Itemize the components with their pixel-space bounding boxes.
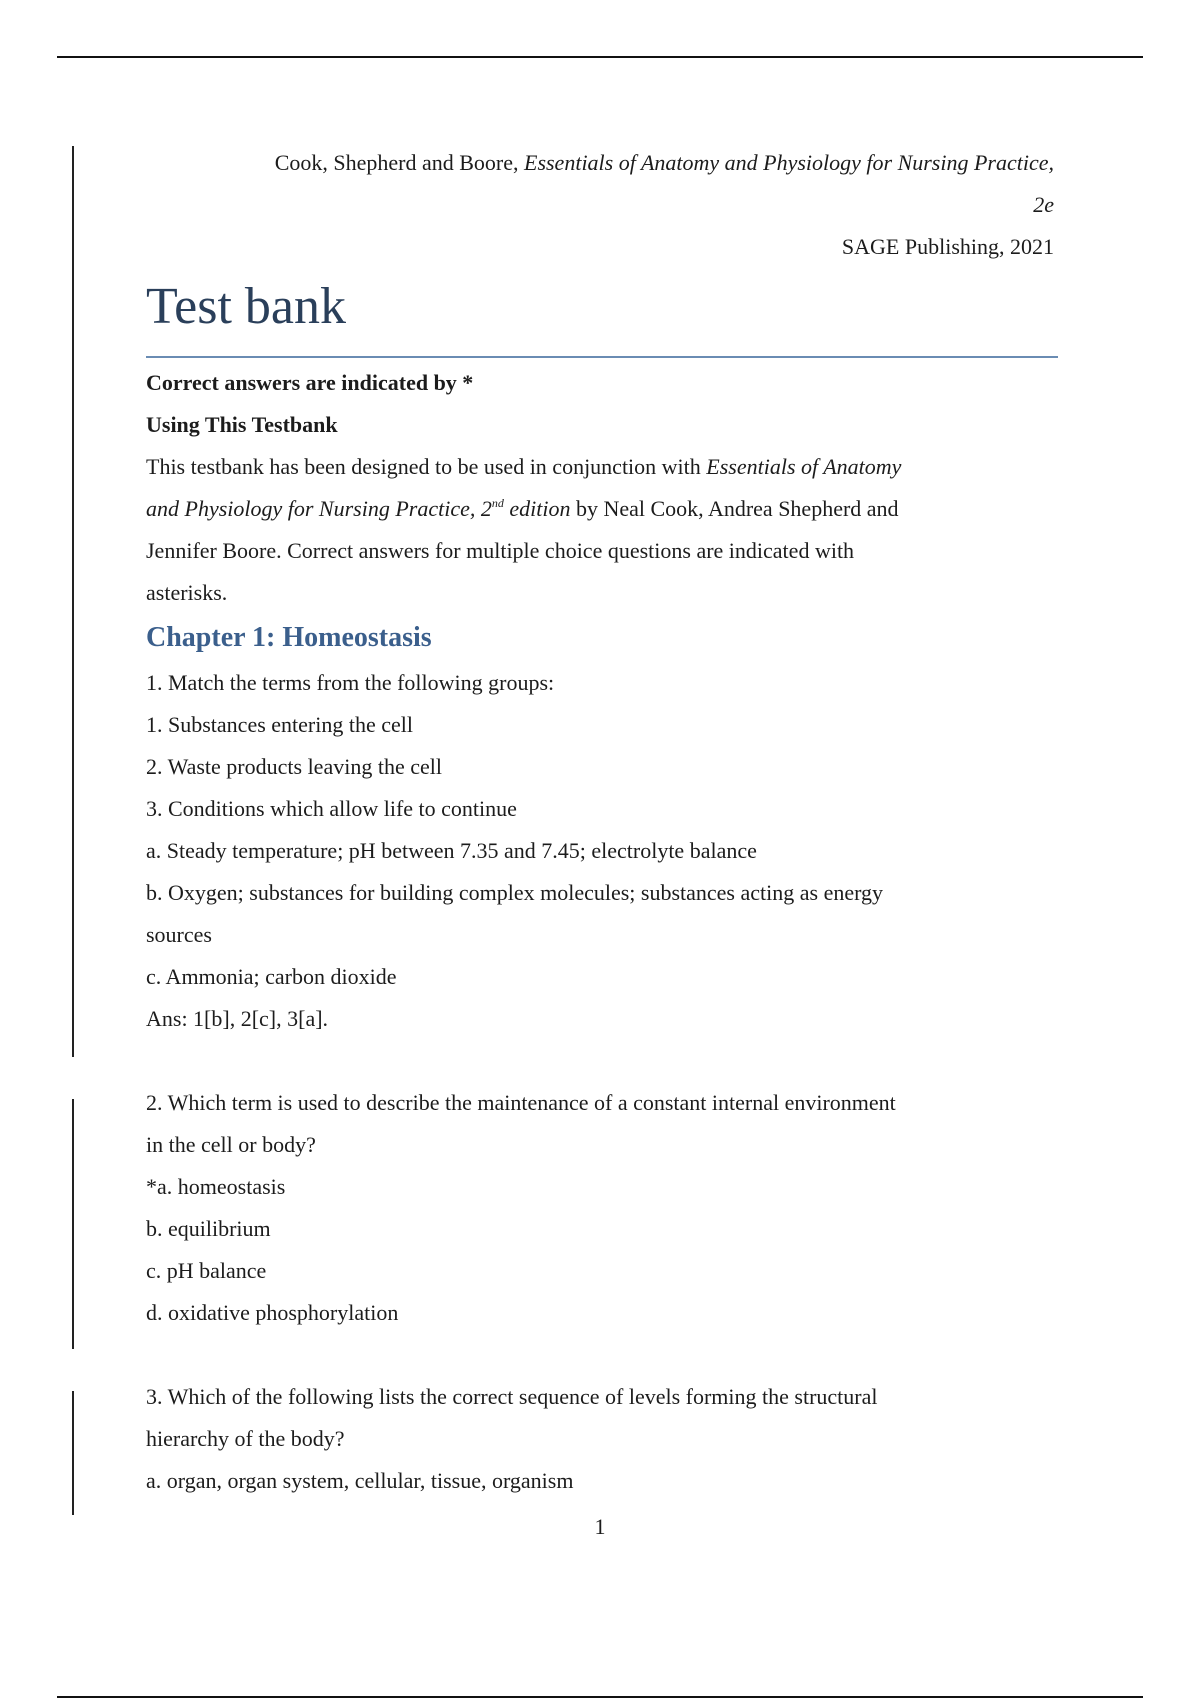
- change-bar: [72, 1099, 74, 1349]
- intro-paragraph-line: asterisks.: [146, 580, 228, 605]
- page-number: 1: [594, 1514, 606, 1539]
- page-title: Test bank: [146, 278, 346, 335]
- citation-prefix: Cook, Shepherd and Boore,: [274, 150, 524, 175]
- spacer: [146, 1040, 1054, 1082]
- intro-paragraph-line: This testbank has been designed to be used in conjunction with Essentials of Anatomy: [146, 454, 902, 479]
- page-bottom-rule: [57, 1696, 1143, 1698]
- publisher: SAGE Publishing, 2021: [841, 234, 1054, 259]
- change-bar: [72, 146, 74, 1057]
- title-underline: [146, 356, 1058, 358]
- question-2-stem: in the cell or body?: [146, 1132, 316, 1157]
- page-top-rule: [57, 56, 1143, 58]
- question-2-option: *a. homeostasis: [146, 1174, 286, 1199]
- document-body: [146, 142, 1054, 1502]
- question-2-option: d. oxidative phosphorylation: [146, 1300, 399, 1325]
- question-2-option: c. pH balance: [146, 1258, 267, 1283]
- question-1-item: 3. Conditions which allow life to continue: [146, 796, 517, 821]
- question-3-stem: 3. Which of the following lists the correct sequence of levels forming the structural: [146, 1384, 878, 1409]
- question-3-option: a. organ, organ system, cellular, tissue, organism: [146, 1468, 574, 1493]
- spacer: [146, 1334, 1054, 1376]
- question-1-stem: 1. Match the terms from the following groups:: [146, 670, 555, 695]
- chapter-heading: Chapter 1: Homeostasis: [146, 622, 432, 653]
- question-1-option: c. Ammonia; carbon dioxide: [146, 964, 397, 989]
- question-3-stem: hierarchy of the body?: [146, 1426, 345, 1451]
- question-2-stem: 2. Which term is used to describe the maintenance of a constant internal environment: [146, 1090, 896, 1115]
- question-1-option: sources: [146, 922, 212, 947]
- question-1-item: 2. Waste products leaving the cell: [146, 754, 442, 779]
- question-1-option: a. Steady temperature; pH between 7.35 and 7.45; electrolyte balance: [146, 838, 757, 863]
- book-edition: 2e: [1033, 192, 1054, 217]
- citation-line: [146, 142, 1054, 184]
- question-1-answer: Ans: 1[b], 2[c], 3[a].: [146, 1006, 329, 1031]
- change-bar: [72, 1391, 74, 1515]
- correct-answers-note: Correct answers are indicated by *: [146, 370, 474, 395]
- question-1-item: 1. Substances entering the cell: [146, 712, 413, 737]
- question-2-option: b. equilibrium: [146, 1216, 271, 1241]
- using-testbank-heading: Using This Testbank: [146, 412, 338, 437]
- intro-paragraph-line: Jennifer Boore. Correct answers for multiple choice questions are indicated with: [146, 538, 855, 563]
- question-1-option: b. Oxygen; substances for building complex molecules; substances acting as energy: [146, 880, 884, 905]
- book-title: Essentials of Anatomy and Physiology for Nursing Practice,: [524, 150, 1054, 175]
- intro-paragraph-line: and Physiology for Nursing Practice, 2nd edition by Neal Cook, Andrea Shepherd and: [146, 496, 899, 521]
